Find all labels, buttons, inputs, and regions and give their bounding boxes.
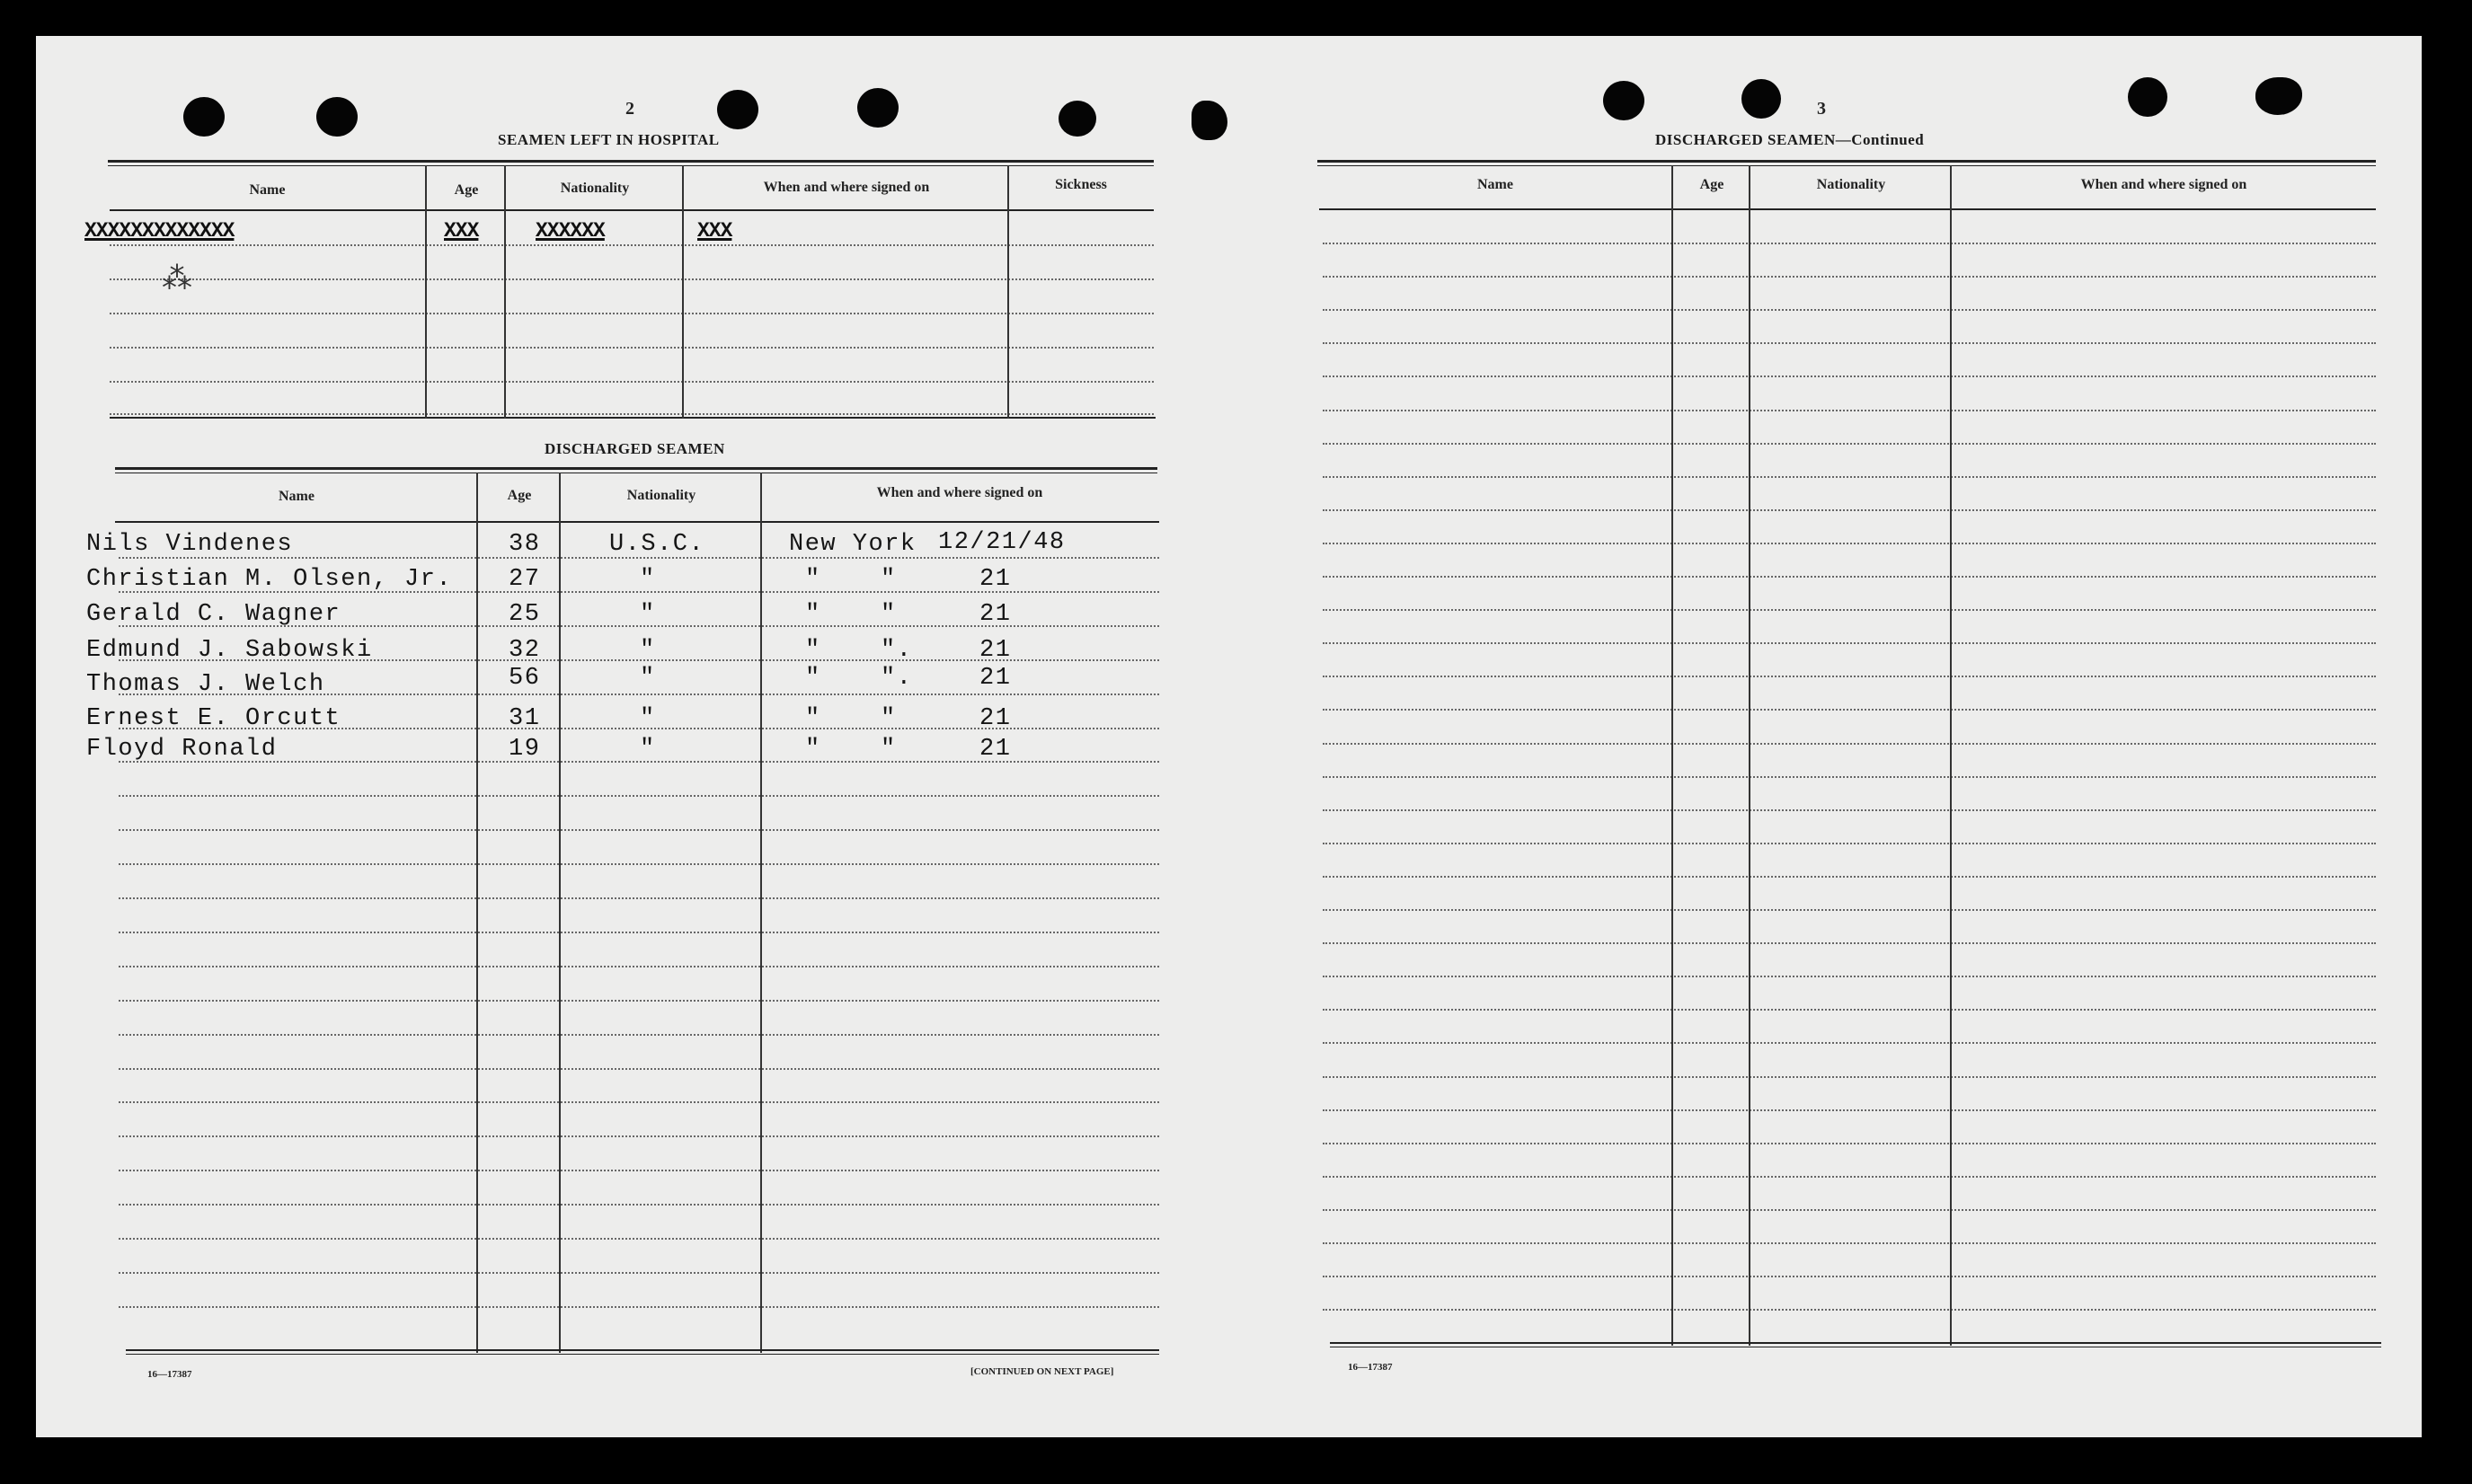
discharged-place-2: ". (881, 637, 913, 664)
ruled-line (1323, 276, 2376, 278)
ruled-line (1323, 543, 2376, 544)
ruled-line (119, 1068, 1159, 1070)
discharged-name: Thomas J. Welch (86, 671, 325, 698)
ruled-line (1323, 476, 2376, 478)
ruled-line (1323, 1309, 2376, 1311)
ruled-line (119, 1135, 1159, 1137)
ink-smudge: ⁂ (162, 261, 192, 296)
column-header-signed-on: When and where signed on (876, 485, 1043, 500)
ruled-line (1323, 809, 2376, 811)
discharged-nationality: U.S.C. (609, 531, 705, 558)
ruled-line (1323, 909, 2376, 911)
ruled-line (1323, 1209, 2376, 1211)
ruled-line (119, 795, 1159, 797)
discharged-place-2: " (881, 736, 897, 763)
header-rule (115, 521, 1159, 523)
ruled-line (1323, 1176, 2376, 1178)
column-header-name: Name (1477, 177, 1513, 192)
ruled-line (110, 347, 1154, 349)
discharged-place: " (805, 705, 821, 732)
discharged-date: 21 (979, 637, 1012, 664)
column-divider (425, 165, 427, 419)
ruled-line (1323, 309, 2376, 311)
ruled-line (119, 863, 1159, 865)
ruled-line (119, 1238, 1159, 1240)
ruled-line (1323, 410, 2376, 411)
ruled-line (1323, 676, 2376, 677)
hospital-name-xed: XXXXXXXXXXXXX (84, 219, 235, 243)
discharged-place-2: " (881, 566, 897, 593)
hospital-section-title: SEAMEN LEFT IN HOSPITAL (498, 131, 720, 148)
punch-hole (857, 88, 899, 128)
ruled-line (110, 278, 1154, 280)
table-top-rule (115, 467, 1157, 470)
column-header-name: Name (249, 182, 286, 198)
discharged-age: 56 (509, 665, 541, 692)
discharged-place: " (805, 665, 821, 692)
ruled-line (1323, 642, 2376, 644)
header-rule (110, 209, 1154, 211)
punch-hole (717, 90, 758, 129)
hospital-age-xed: XXX (444, 219, 479, 243)
discharged-date: 21 (979, 665, 1012, 692)
ruled-line (119, 1272, 1159, 1274)
ruled-line (110, 313, 1154, 314)
column-header-sickness: Sickness (1055, 177, 1107, 192)
ruled-line (1323, 1042, 2376, 1044)
discharged-nationality: " (640, 637, 656, 664)
punch-hole (1741, 79, 1781, 119)
ruled-line (119, 1000, 1159, 1002)
discharged-nationality: " (640, 601, 656, 628)
column-divider (476, 473, 478, 1353)
ruled-line (1323, 709, 2376, 711)
discharged-place: New York (789, 531, 917, 558)
ruled-line (1323, 876, 2376, 878)
discharged-place-2: " (881, 705, 897, 732)
discharged-name: Ernest E. Orcutt (86, 705, 341, 732)
discharged-date: 21 (979, 601, 1012, 628)
ruled-line (1323, 976, 2376, 977)
discharged-age: 32 (509, 637, 541, 664)
discharged-nationality: " (640, 705, 656, 732)
ruled-line (1323, 443, 2376, 445)
discharged-place: " (805, 601, 821, 628)
column-header-signed-on: When and where signed on (2080, 177, 2247, 192)
ruled-line (110, 381, 1154, 383)
ruled-line (1323, 1076, 2376, 1078)
column-header-age: Age (507, 488, 532, 503)
ruled-line (1323, 375, 2376, 377)
ruled-line (119, 897, 1159, 899)
column-divider (1007, 165, 1009, 419)
ruled-line (119, 1170, 1159, 1171)
ruled-line (1323, 609, 2376, 611)
discharged-age: 19 (509, 736, 541, 763)
ruled-line (1323, 1109, 2376, 1111)
ruled-line (110, 244, 1154, 246)
document-sheet (36, 36, 2422, 1437)
column-divider (682, 165, 684, 419)
ruled-line (1323, 1009, 2376, 1011)
column-divider (760, 473, 762, 1353)
discharged-name: Floyd Ronald (86, 736, 278, 763)
ruled-line (1323, 1276, 2376, 1277)
ruled-line (1323, 743, 2376, 745)
ruled-line (1323, 342, 2376, 344)
continued-note: [CONTINUED ON NEXT PAGE] (970, 1366, 1114, 1377)
table-top-rule (108, 160, 1154, 163)
ruled-line (1323, 1242, 2376, 1244)
page-number-left: 2 (625, 99, 634, 119)
ruled-line (119, 932, 1159, 933)
hospital-nationality-xed: XXXXXX (536, 219, 605, 243)
form-number-right: 16—17387 (1348, 1362, 1393, 1373)
page-number-right: 3 (1817, 99, 1826, 119)
ruled-line (1323, 243, 2376, 244)
punch-hole (183, 97, 225, 137)
table-top-rule (108, 165, 1154, 166)
ruled-line (119, 1034, 1159, 1036)
ruled-line (110, 413, 1154, 415)
ruled-line (119, 1204, 1159, 1206)
column-divider (504, 165, 506, 419)
column-header-age: Age (454, 182, 479, 198)
column-divider (1749, 165, 1750, 1346)
punch-hole (1059, 101, 1096, 137)
hospital-signed-on-xed: XXX (697, 219, 732, 243)
ruled-line (119, 1306, 1159, 1308)
ruled-line (1323, 942, 2376, 944)
table-bottom-rule (110, 417, 1156, 419)
punch-hole (1192, 101, 1227, 140)
punch-hole (1603, 81, 1644, 120)
punch-hole (316, 97, 358, 137)
discharged-place: " (805, 736, 821, 763)
column-header-name: Name (279, 489, 315, 504)
ruled-line (1323, 1143, 2376, 1144)
ruled-line (1323, 843, 2376, 844)
table-top-rule (1317, 165, 2376, 166)
ruled-line (119, 966, 1159, 967)
discharged-name: Nils Vindenes (86, 531, 294, 558)
punch-hole (2255, 77, 2302, 115)
discharged-nationality: " (640, 736, 656, 763)
ruled-line (119, 829, 1159, 831)
column-divider (1671, 165, 1673, 1346)
discharged-nationality: " (640, 665, 656, 692)
header-rule (1319, 208, 2376, 210)
discharged-date: 12/21/48 (938, 529, 1066, 556)
ruled-line (119, 1101, 1159, 1103)
ruled-line (1323, 776, 2376, 778)
column-header-signed-on: When and where signed on (763, 180, 930, 195)
table-bottom-rule (126, 1349, 1159, 1351)
column-header-nationality: Nationality (560, 181, 630, 196)
punch-hole (2128, 77, 2167, 117)
discharged-name: Christian M. Olsen, Jr. (86, 566, 453, 593)
discharged-continued-title: DISCHARGED SEAMEN—Continued (1655, 131, 1925, 148)
discharged-age: 27 (509, 566, 541, 593)
discharged-place: " (805, 566, 821, 593)
ruled-line (1323, 509, 2376, 511)
table-bottom-rule (126, 1354, 1159, 1355)
discharged-date: 21 (979, 736, 1012, 763)
discharged-age: 25 (509, 601, 541, 628)
column-divider (1950, 165, 1952, 1346)
column-header-nationality: Nationality (626, 488, 696, 503)
form-number-left: 16—17387 (147, 1369, 192, 1380)
discharged-place-2: ". (881, 665, 913, 692)
discharged-name: Gerald C. Wagner (86, 601, 341, 628)
discharged-date: 21 (979, 566, 1012, 593)
discharged-name: Edmund J. Sabowski (86, 637, 373, 664)
discharged-place-2: " (881, 601, 897, 628)
column-header-nationality: Nationality (1816, 177, 1886, 192)
discharged-age: 31 (509, 705, 541, 732)
table-top-rule (1317, 160, 2376, 163)
discharged-place: " (805, 637, 821, 664)
ruled-line (1323, 576, 2376, 578)
discharged-date: 21 (979, 705, 1012, 732)
column-divider (559, 473, 561, 1353)
column-header-age: Age (1699, 177, 1724, 192)
discharged-age: 38 (509, 531, 541, 558)
table-bottom-rule (1330, 1342, 2381, 1344)
discharged-nationality: " (640, 566, 656, 593)
discharged-section-title: DISCHARGED SEAMEN (545, 440, 725, 457)
